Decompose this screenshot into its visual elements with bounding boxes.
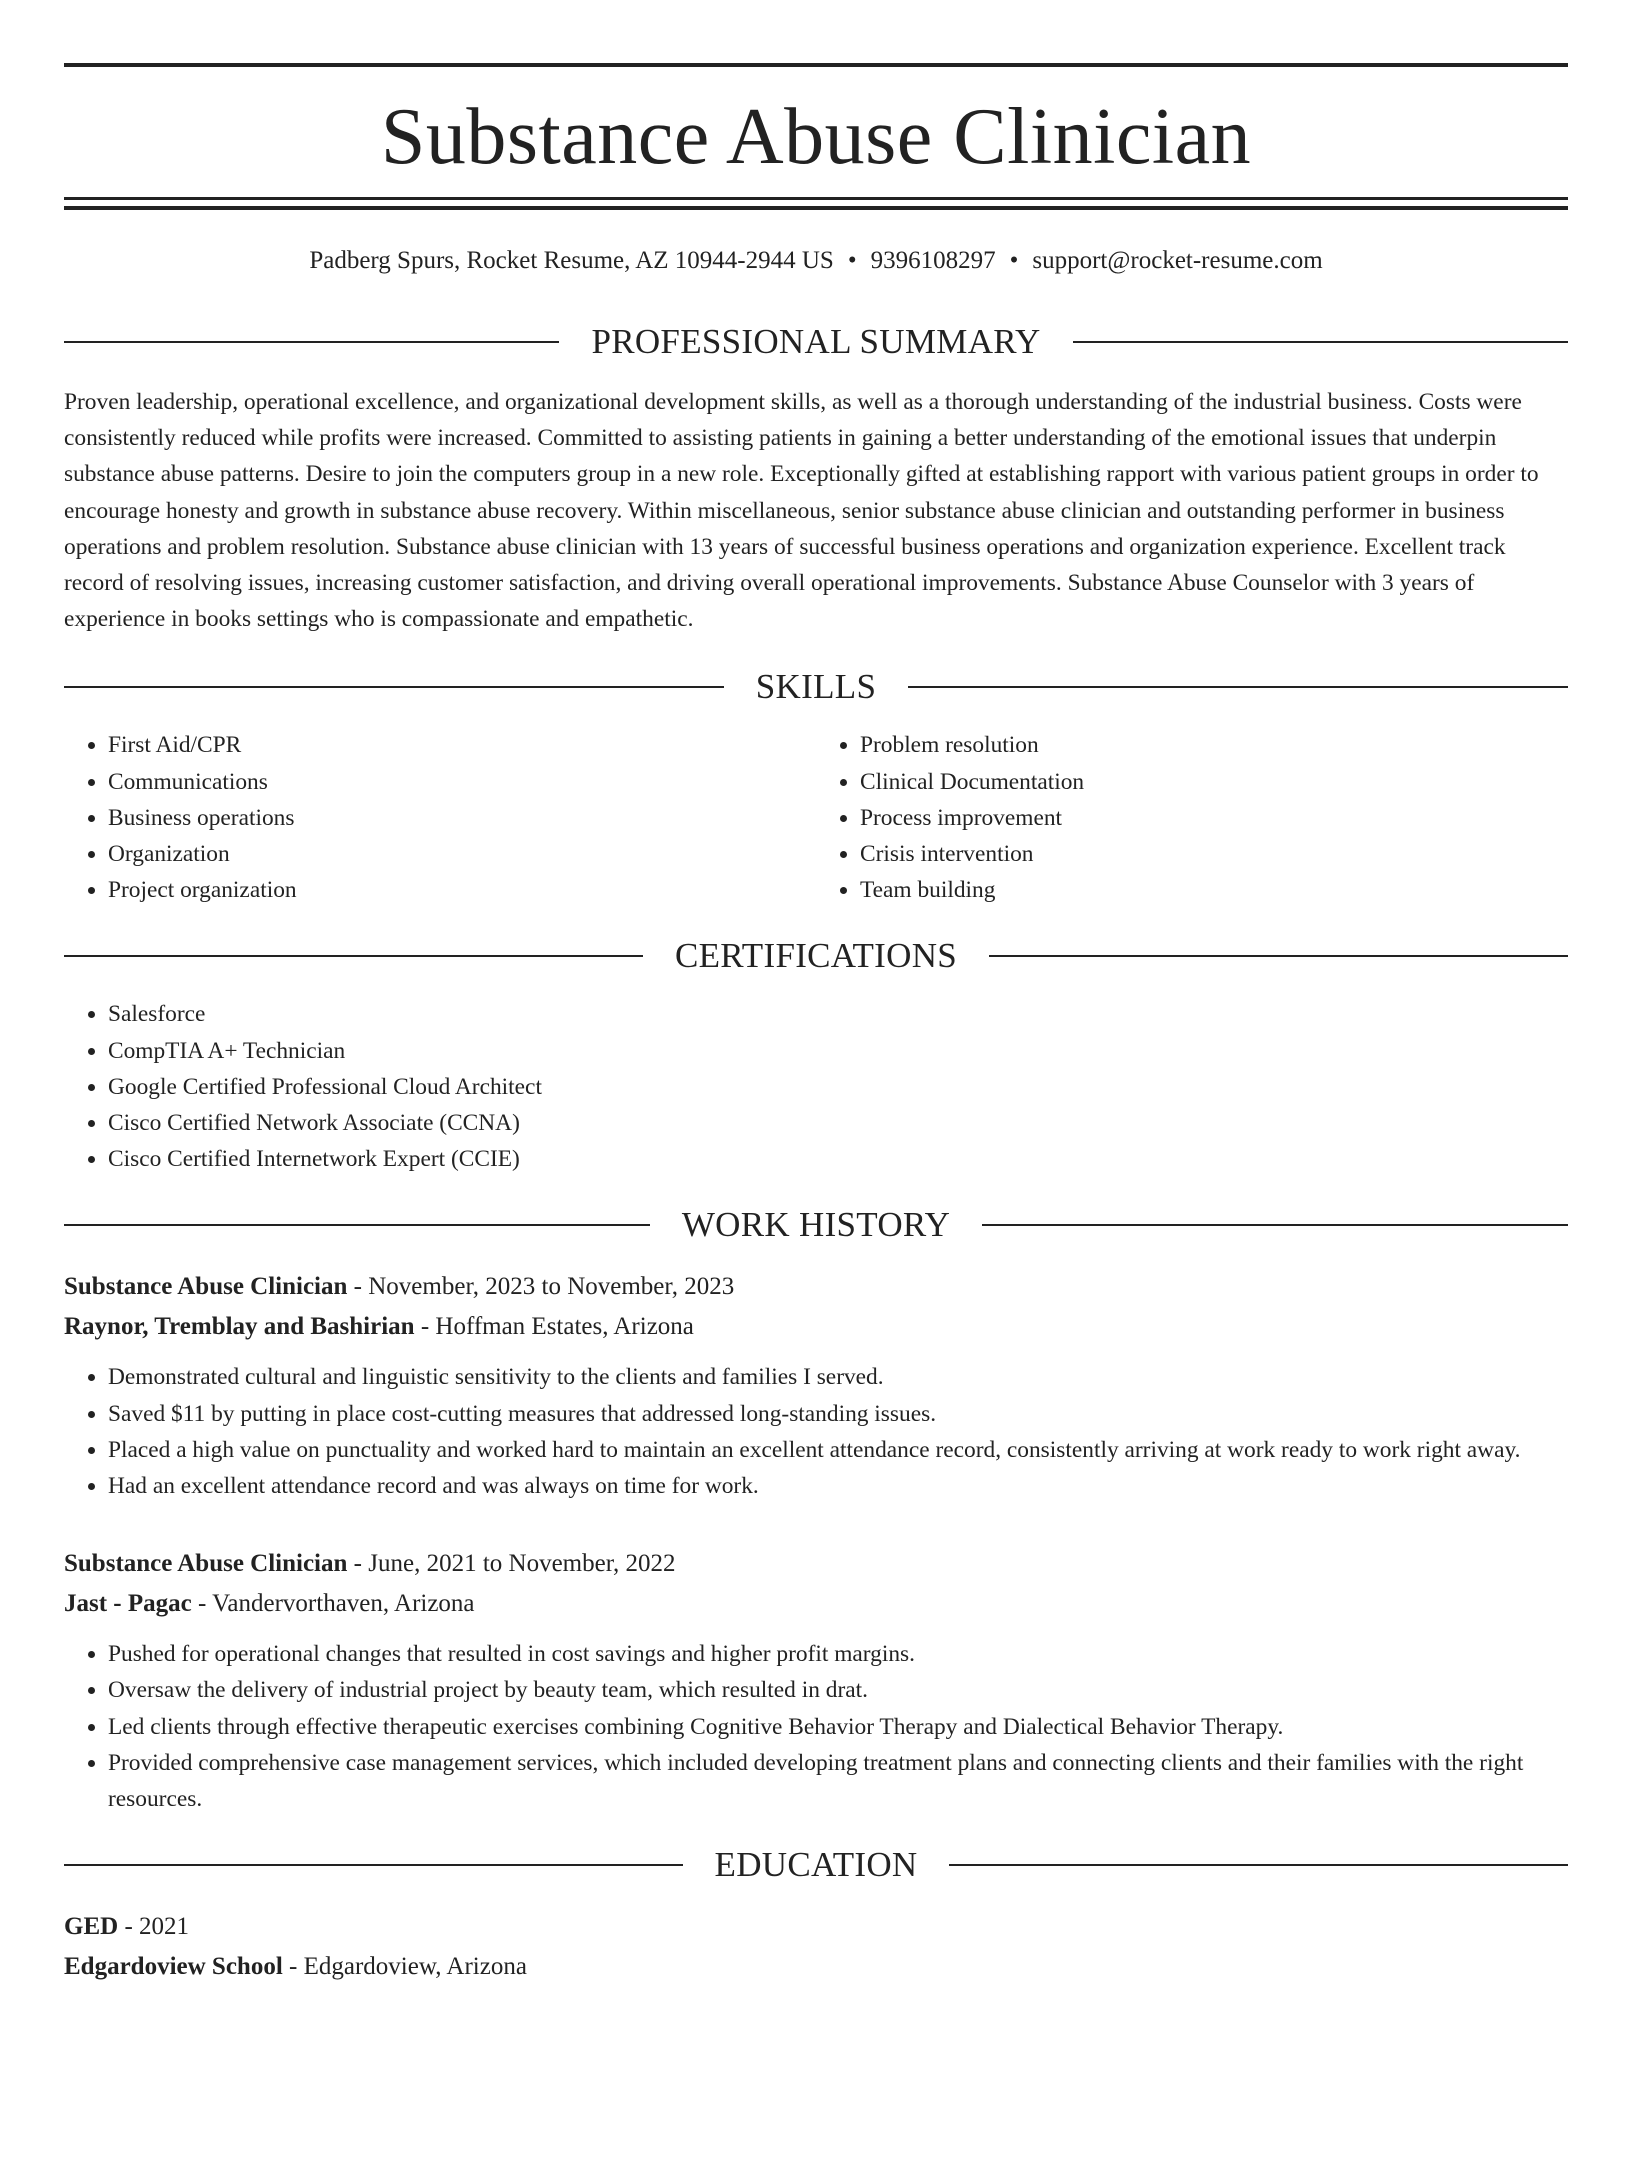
section-heading-certifications: [64, 936, 1568, 976]
education-school: Edgardoview School: [64, 1953, 283, 1981]
job-title-line: [64, 1544, 1568, 1584]
job-bullet: • Oversaw the delivery of industrial project by beauty team, which resulted in drat.: [108, 1672, 1568, 1708]
double-rule: [64, 197, 1568, 210]
skill-item: • Clinical Documentation: [860, 764, 1568, 800]
job-company-line: [64, 1584, 1568, 1624]
section-title: CERTIFICATIONS: [674, 936, 958, 976]
job-company: Jast - Pagac: [64, 1590, 192, 1618]
contact-line: [64, 243, 1568, 279]
skills-list-left: [64, 727, 816, 908]
job-location: - Hoffman Estates, Arizona: [414, 1313, 694, 1341]
section-heading-skills: [64, 667, 1568, 707]
job-bullets: [64, 1359, 1568, 1504]
section-heading-summary: [64, 322, 1568, 362]
skills-columns: [64, 727, 1568, 908]
job-dates: - November, 2023 to November, 2023: [347, 1273, 735, 1301]
section-heading-work: [64, 1205, 1568, 1245]
job-bullet: • Provided comprehensive case management services, which included developing treatment plans and connecting clients and their families with the right resources.: [108, 1745, 1568, 1817]
education-location: - Edgardoview, Arizona: [282, 1953, 527, 1981]
resume-title: Substance Abuse Clinician: [380, 93, 1252, 181]
education-entry: [64, 1907, 1568, 1987]
skill-item: • Crisis intervention: [860, 836, 1568, 872]
contact-email: support@rocket-resume.com: [1032, 247, 1323, 274]
job-bullet: • Saved $11 by putting in place cost-cutting measures that addressed long-standing issues.: [108, 1396, 1568, 1432]
summary-paragraph: Proven leadership, operational excellence, and organizational development skills, as well as a thorough understanding of the industrial business. Costs were consistently reduced while profits were increased. Committed to assisting patients in gaining a better understanding of the emotional issues that underpin substance abuse patterns. Desire to join the computers group in a new role. Exceptionally gifted at establishing rapport with various patient groups in order to encourage honesty and growth in substance abuse recovery. Within miscellaneous, senior substance abuse clinician and outstanding performer in business operations and problem resolution. Substance abuse clinician with 13 years of successful business operations and organization experience. Excellent track record of resolving issues, increasing customer satisfaction, and driving overall operational improvements. Substance Abuse Counselor with 3 years of experience in books settings who is compassionate and empathetic.: [64, 389, 1539, 633]
job-location: - Vandervorthaven, Arizona: [191, 1590, 475, 1618]
certification-item: • Salesforce: [108, 996, 1568, 1032]
education-degree: GED: [64, 1913, 119, 1941]
certification-item: • Google Certified Professional Cloud Architect: [108, 1069, 1568, 1105]
job-company: Raynor, Tremblay and Bashirian: [64, 1313, 415, 1341]
resume-page: [0, 63, 1632, 1987]
contact-phone: 9396108297: [870, 247, 996, 274]
skill-item: • Process improvement: [860, 800, 1568, 836]
education-degree-line: [64, 1907, 1568, 1947]
job-company-line: [64, 1307, 1568, 1347]
skill-item: • Communications: [108, 764, 816, 800]
job-bullet: • Had an excellent attendance record and was always on time for work.: [108, 1468, 1568, 1504]
section-title: PROFESSIONAL SUMMARY: [591, 322, 1041, 361]
job-dates: - June, 2021 to November, 2022: [347, 1550, 676, 1578]
skill-item: • Organization: [108, 836, 816, 872]
certification-item: • CompTIA A+ Technician: [108, 1033, 1568, 1069]
skills-list-right: [816, 727, 1568, 908]
job-entry: [64, 1267, 1568, 1504]
education-year: - 2021: [118, 1913, 190, 1941]
job-bullet: • Demonstrated cultural and linguistic sensitivity to the clients and families I served.: [108, 1359, 1568, 1395]
skill-item: • Business operations: [108, 800, 816, 836]
job-bullets: [64, 1636, 1568, 1817]
job-title-line: [64, 1267, 1568, 1307]
job-title: Substance Abuse Clinician: [64, 1550, 348, 1578]
skill-item: • Project organization: [108, 872, 816, 908]
job-entry: [64, 1544, 1568, 1817]
certification-item: • Cisco Certified Network Associate (CCNA): [108, 1105, 1568, 1141]
job-bullet: • Placed a high value on punctuality and worked hard to maintain an excellent attendance record, consistently arriving at work ready to work right away.: [108, 1432, 1568, 1468]
job-bullet: • Pushed for operational changes that resulted in cost savings and higher profit margins.: [108, 1636, 1568, 1672]
section-heading-education: [64, 1845, 1568, 1885]
education-school-line: [64, 1947, 1568, 1987]
skill-item: • Team building: [860, 872, 1568, 908]
job-title: Substance Abuse Clinician: [64, 1273, 348, 1301]
contact-separator: •: [847, 247, 857, 274]
section-title: SKILLS: [755, 667, 877, 707]
skill-item: • Problem resolution: [860, 727, 1568, 763]
job-bullet: • Led clients through effective therapeutic exercises combining Cognitive Behavior Therapy and Dialectical Behavior Therapy.: [108, 1709, 1568, 1745]
section-title: WORK HISTORY: [681, 1205, 951, 1245]
contact-address: Padberg Spurs, Rocket Resume, AZ 10944-2944 US: [309, 247, 834, 274]
certification-item: • Cisco Certified Internetwork Expert (CCIE): [108, 1141, 1568, 1177]
certifications-list: [64, 996, 1568, 1177]
skill-item: • First Aid/CPR: [108, 727, 816, 763]
contact-separator: •: [1009, 247, 1019, 274]
section-title: EDUCATION: [714, 1845, 918, 1885]
